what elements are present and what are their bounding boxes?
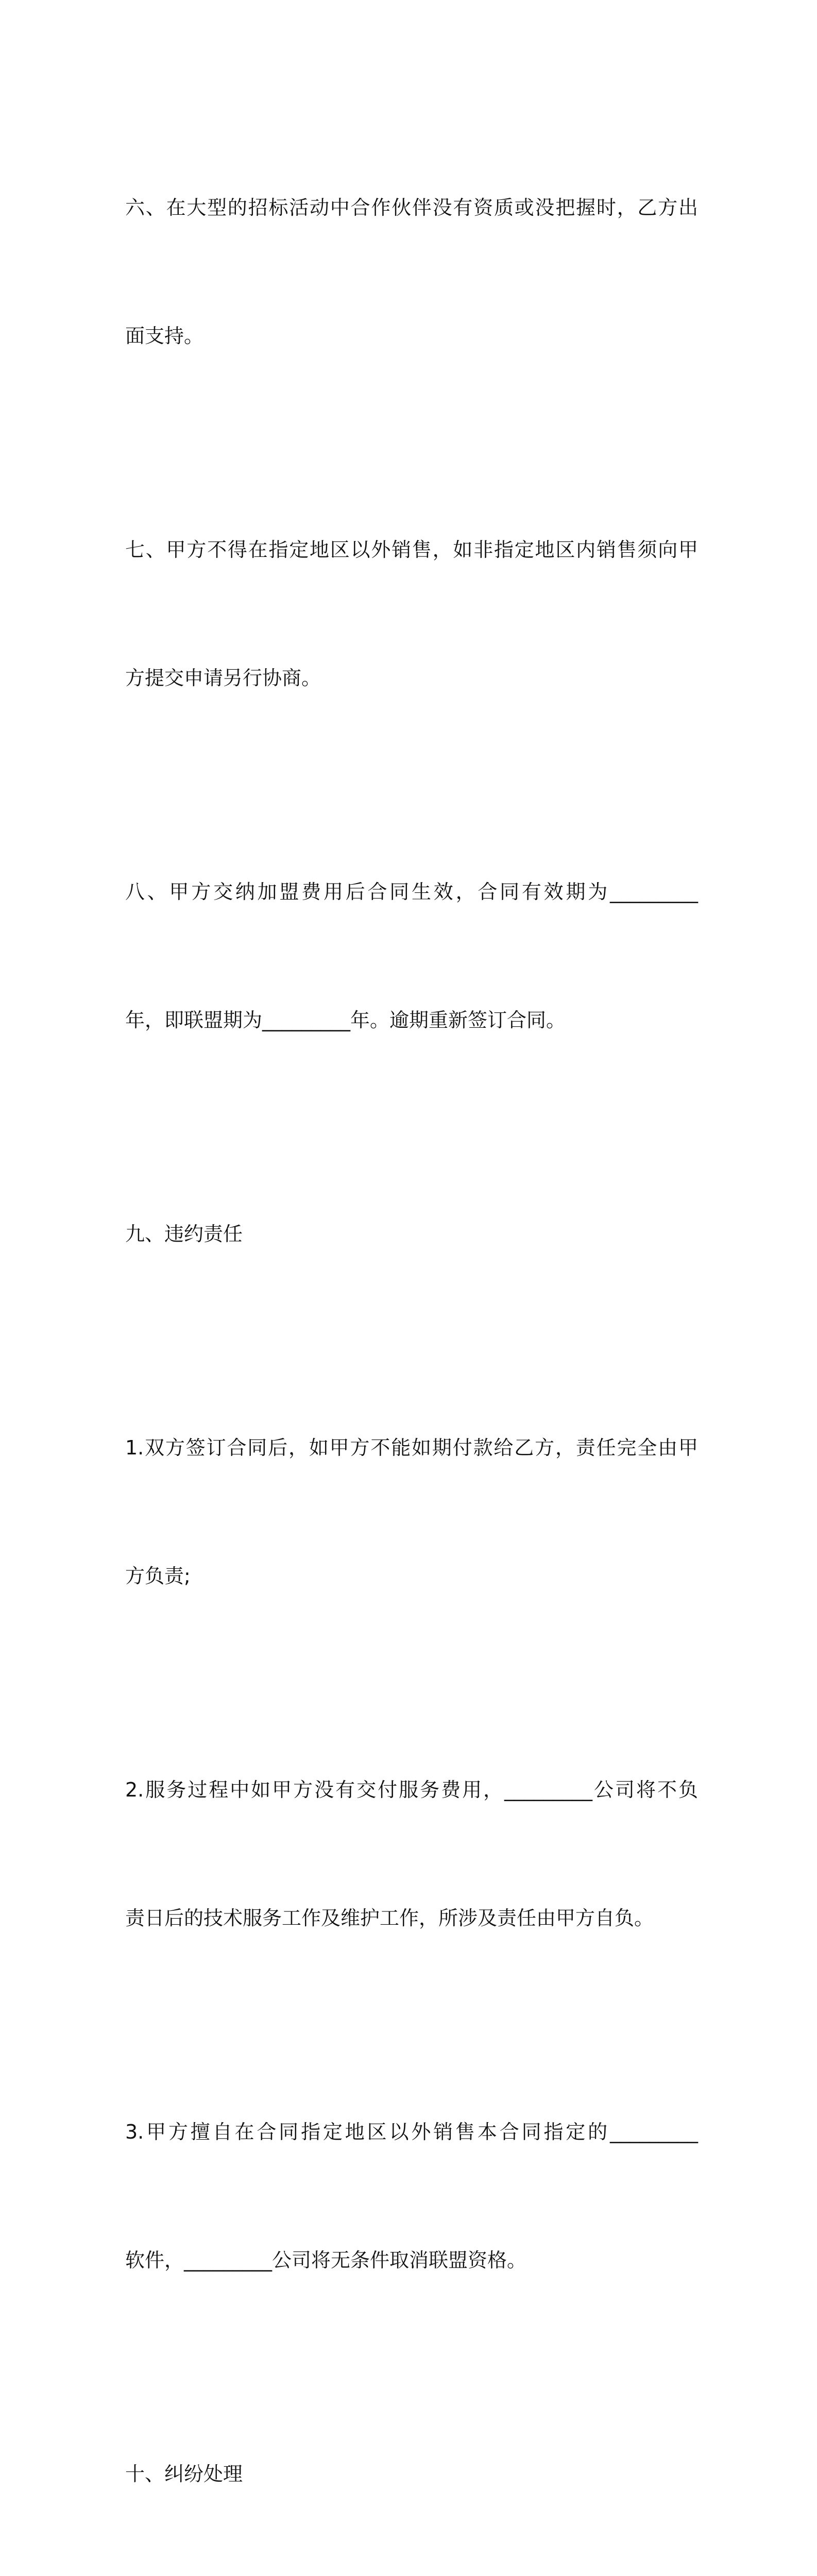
clause-9-item-1-line-2: 方负责; [125,1565,191,1587]
clause-8 [125,785,698,1127]
clause-6 [125,101,698,443]
clause-9-item-2-line-1: 2.服务过程中如甲方没有交付服务费用，_________公司将不负 [125,1778,698,1801]
clause-9-heading-text: 九、违约责任 [125,1223,243,1245]
clause-10-heading-text: 十、纠纷处理 [125,2463,243,2485]
document-body [125,101,698,2576]
clause-9-item-3-line-1: 3.甲方擅自在合同指定地区以外销售本合同指定的_________ [125,2121,698,2143]
clause-6-line-1: 六、在大型的招标活动中合作伙伴没有资质或没把握时，乙方出 [125,196,698,219]
clause-7-line-2: 方提交申请另行协商。 [125,667,321,689]
clause-9-item-3 [125,2025,698,2367]
clause-7-line-1: 七、甲方不得在指定地区以外销售，如非指定地区内销售须向甲 [125,538,698,561]
clause-9-heading [125,1127,698,1341]
clause-9-item-2 [125,1683,698,2025]
clause-9-item-1-line-1: 1.双方签订合同后，如甲方不能如期付款给乙方，责任完全由甲 [125,1436,698,1459]
clause-8-line-1: 八、甲方交纳加盟费用后合同生效，合同有效期为_________ [125,880,698,903]
clause-9-item-1 [125,1341,698,1683]
clause-8-line-2: 年，即联盟期为_________年。逾期重新签订合同。 [125,1009,566,1031]
clause-10-heading [125,2367,698,2576]
clause-6-line-2: 面支持。 [125,325,204,347]
clause-7 [125,443,698,785]
clause-9-item-3-line-2: 软件，_________公司将无条件取消联盟资格。 [125,2249,527,2272]
clause-9-item-2-line-2: 责日后的技术服务工作及维护工作，所涉及责任由甲方自负。 [125,1907,654,1929]
